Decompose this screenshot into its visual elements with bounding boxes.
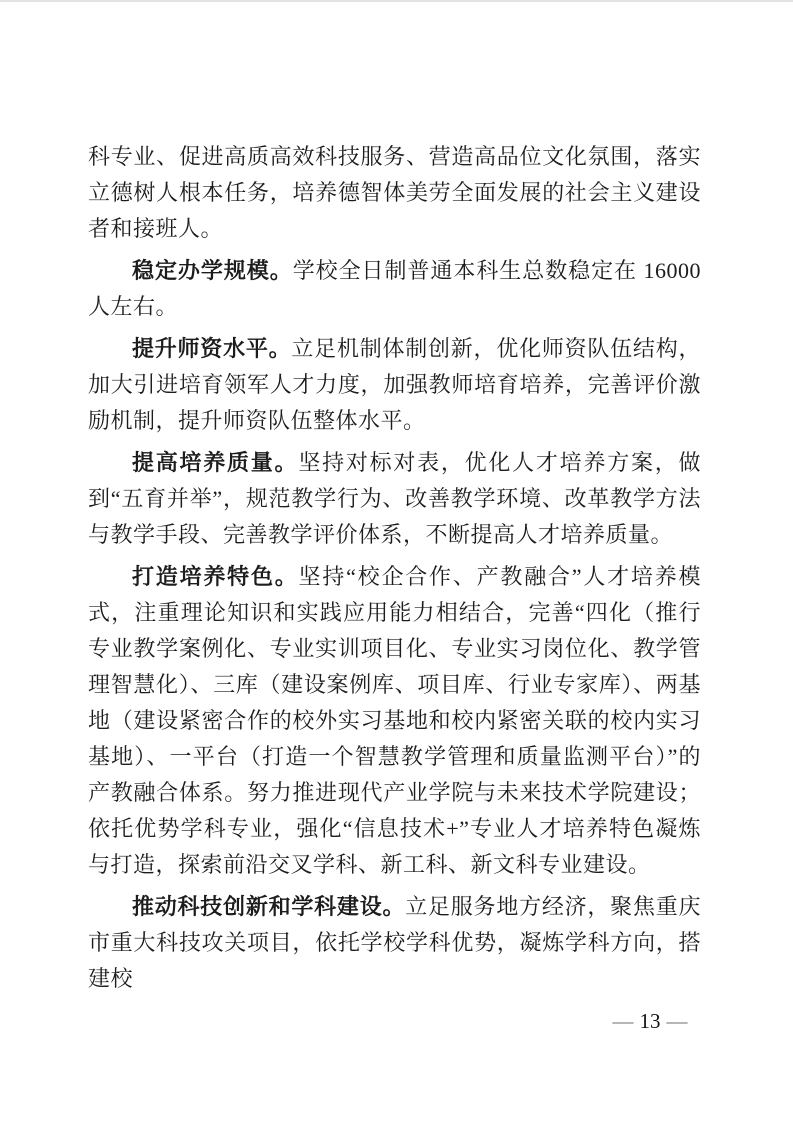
paragraph-text: 学校全日制普通本科生总数稳定在 16000 人左右。 <box>88 258 701 319</box>
paragraph-lead: 提升师资水平。 <box>132 336 292 361</box>
paragraph <box>88 253 701 325</box>
paragraph-lead: 推动科技创新和学科建设。 <box>132 894 406 919</box>
document-body <box>88 139 701 1003</box>
paragraph-text: 立足机制体制创新，优化师资队伍结构，加大引进培育领军人才力度，加强教师培育培养，完善评价激励机制，提升师资队伍整体水平。 <box>88 336 701 433</box>
paragraph <box>88 559 701 883</box>
page-footer <box>558 1008 742 1034</box>
paragraph-lead: 打造培养特色。 <box>132 564 299 589</box>
paragraph-text: 立足服务地方经济，聚焦重庆市重大科技攻关项目，依托学校学科优势，凝炼学科方向，搭建校 <box>88 894 701 991</box>
paragraph-text: 坚持“校企合作、产教融合”人才培养模式，注重理论知识和实践应用能力相结合，完善“四化（推行专业教学案例化、专业实训项目化、专业实习岗位化、教学管理智慧化）、三库（建设案例库、项目库、行业专家库）、两基地（建设紧密合作的校外实习基地和校内紧密关联的校内实习基地）、一平台（打造一个智慧教学管理和质量监测平台）”的产教融合体系。努力推进现代产业学院与未来技术学院建设；依托优势学科专业，强化“信息技术+”专业人才培养特色凝炼与打造，探索前沿交叉学科、新工科、新文科专业建设。 <box>88 564 701 877</box>
paragraph-text: 坚持对标对表，优化人才培养方案，做到“五育并举”，规范教学行为、改善教学环境、改革教学方法与教学手段、完善教学评价体系，不断提高人才培养质量。 <box>88 450 701 547</box>
paragraph-lead: 稳定办学规模。 <box>132 258 293 283</box>
paragraph <box>88 331 701 439</box>
paragraph <box>88 445 701 553</box>
footer-dash-left: — <box>612 1009 634 1033</box>
paragraph <box>88 139 701 247</box>
page-number: 13 <box>639 1009 661 1033</box>
paragraph-lead: 提高培养质量。 <box>132 450 299 475</box>
paragraph <box>88 889 701 997</box>
footer-dash-right: — <box>666 1009 688 1033</box>
paragraph-text: 科专业、促进高质高效科技服务、营造高品位文化氛围，落实立德树人根本任务，培养德智体美劳全面发展的社会主义建设者和接班人。 <box>88 144 701 241</box>
